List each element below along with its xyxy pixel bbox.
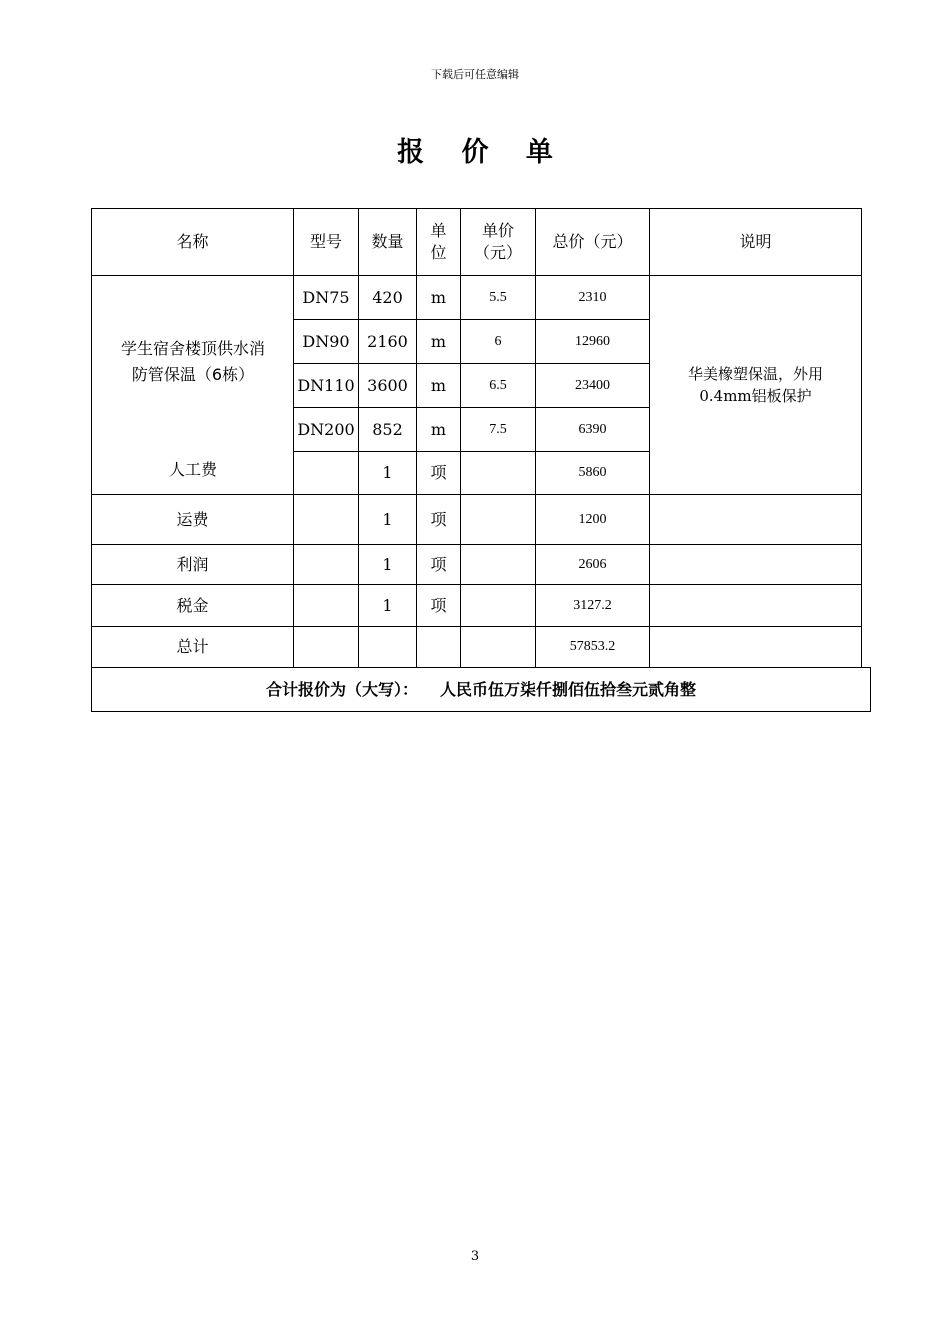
cell-unit: 项	[417, 585, 461, 627]
cell-total: 23400	[536, 364, 650, 408]
cell-unit: m	[417, 276, 461, 320]
cell-price	[461, 452, 536, 495]
labor-name: 人工费	[168, 460, 217, 479]
cell-model: DN90	[294, 320, 359, 364]
cell-price: 6.5	[461, 364, 536, 408]
cell-model: DN200	[294, 408, 359, 452]
header-total: 总价（元）	[536, 209, 650, 276]
page-number: 3	[470, 1249, 480, 1264]
cell-total: 57853.2	[536, 627, 650, 668]
item-name-line2: 防管保温（6栋）	[131, 365, 255, 384]
header-unit	[417, 209, 461, 276]
header-name: 名称	[92, 209, 294, 276]
header-price-line1: 单价	[481, 221, 514, 240]
cell-total: 3127.2	[536, 585, 650, 627]
cell-total: 2606	[536, 545, 650, 585]
header-model: 型号	[294, 209, 359, 276]
page-title	[0, 130, 950, 169]
cell-total: 5860	[536, 452, 650, 495]
description-line1: 华美橡塑保温，外用	[687, 365, 823, 383]
cell-unit: 项	[417, 495, 461, 545]
cell-unit: m	[417, 364, 461, 408]
cell-price: 7.5	[461, 408, 536, 452]
cell-qty: 1	[359, 495, 417, 545]
cell-model	[294, 495, 359, 545]
quotation-table	[91, 208, 871, 712]
cell-unit: m	[417, 408, 461, 452]
table-row	[92, 495, 871, 545]
cell-price: 6	[461, 320, 536, 364]
cell-model	[294, 452, 359, 495]
description-line2: 0.4mm铝板保护	[699, 387, 812, 405]
table-row	[92, 276, 871, 320]
cell-price	[461, 585, 536, 627]
cell-qty	[359, 627, 417, 668]
cell-qty: 1	[359, 545, 417, 585]
cell-total: 6390	[536, 408, 650, 452]
cell-note	[650, 495, 862, 545]
header-unit-line1: 单	[430, 221, 447, 240]
header-note: 下载后可任意编辑	[431, 68, 519, 81]
item-name-line1: 学生宿舍楼顶供水消	[120, 339, 265, 358]
header-price	[461, 209, 536, 276]
title-char: 报	[397, 137, 425, 168]
header-qty: 数量	[359, 209, 417, 276]
cell-price	[461, 627, 536, 668]
header-price-line2: （元）	[473, 243, 522, 262]
capital-total-row	[92, 668, 871, 712]
item-name	[92, 336, 294, 388]
cell-note	[650, 545, 862, 585]
capital-total-cell	[92, 668, 871, 712]
cell-note	[650, 627, 862, 668]
cell-price	[461, 495, 536, 545]
table-header-row	[92, 209, 871, 276]
cell-model: DN110	[294, 364, 359, 408]
cell-unit: 项	[417, 452, 461, 495]
cell-name: 总计	[92, 627, 294, 668]
header-note: 说明	[650, 209, 862, 276]
description-cell	[650, 276, 862, 495]
cell-total: 2310	[536, 276, 650, 320]
table-row-sum	[92, 627, 871, 668]
capital-total-amount: 人民币伍万柒仟捌佰伍拾叁元贰角整	[440, 679, 697, 699]
cell-price	[461, 545, 536, 585]
table-row	[92, 585, 871, 627]
cell-name: 税金	[92, 585, 294, 627]
cell-unit: 项	[417, 545, 461, 585]
cell-qty: 3600	[359, 364, 417, 408]
cell-total: 12960	[536, 320, 650, 364]
cell-total: 1200	[536, 495, 650, 545]
title-char: 价	[461, 137, 489, 168]
cell-model	[294, 545, 359, 585]
cell-qty: 2160	[359, 320, 417, 364]
cell-qty: 1	[359, 452, 417, 495]
header-unit-line2: 位	[430, 243, 447, 262]
table-row	[92, 545, 871, 585]
cell-name: 运费	[92, 495, 294, 545]
cell-price: 5.5	[461, 276, 536, 320]
cell-unit: m	[417, 320, 461, 364]
cell-qty: 420	[359, 276, 417, 320]
cell-qty: 852	[359, 408, 417, 452]
cell-model: DN75	[294, 276, 359, 320]
cell-unit	[417, 627, 461, 668]
capital-total-label: 合计报价为（大写）：	[265, 679, 418, 699]
item-name-cell	[92, 276, 294, 495]
cell-model	[294, 627, 359, 668]
cell-model	[294, 585, 359, 627]
cell-qty: 1	[359, 585, 417, 627]
cell-note	[650, 585, 862, 627]
title-char: 单	[525, 137, 553, 168]
cell-name: 利润	[92, 545, 294, 585]
